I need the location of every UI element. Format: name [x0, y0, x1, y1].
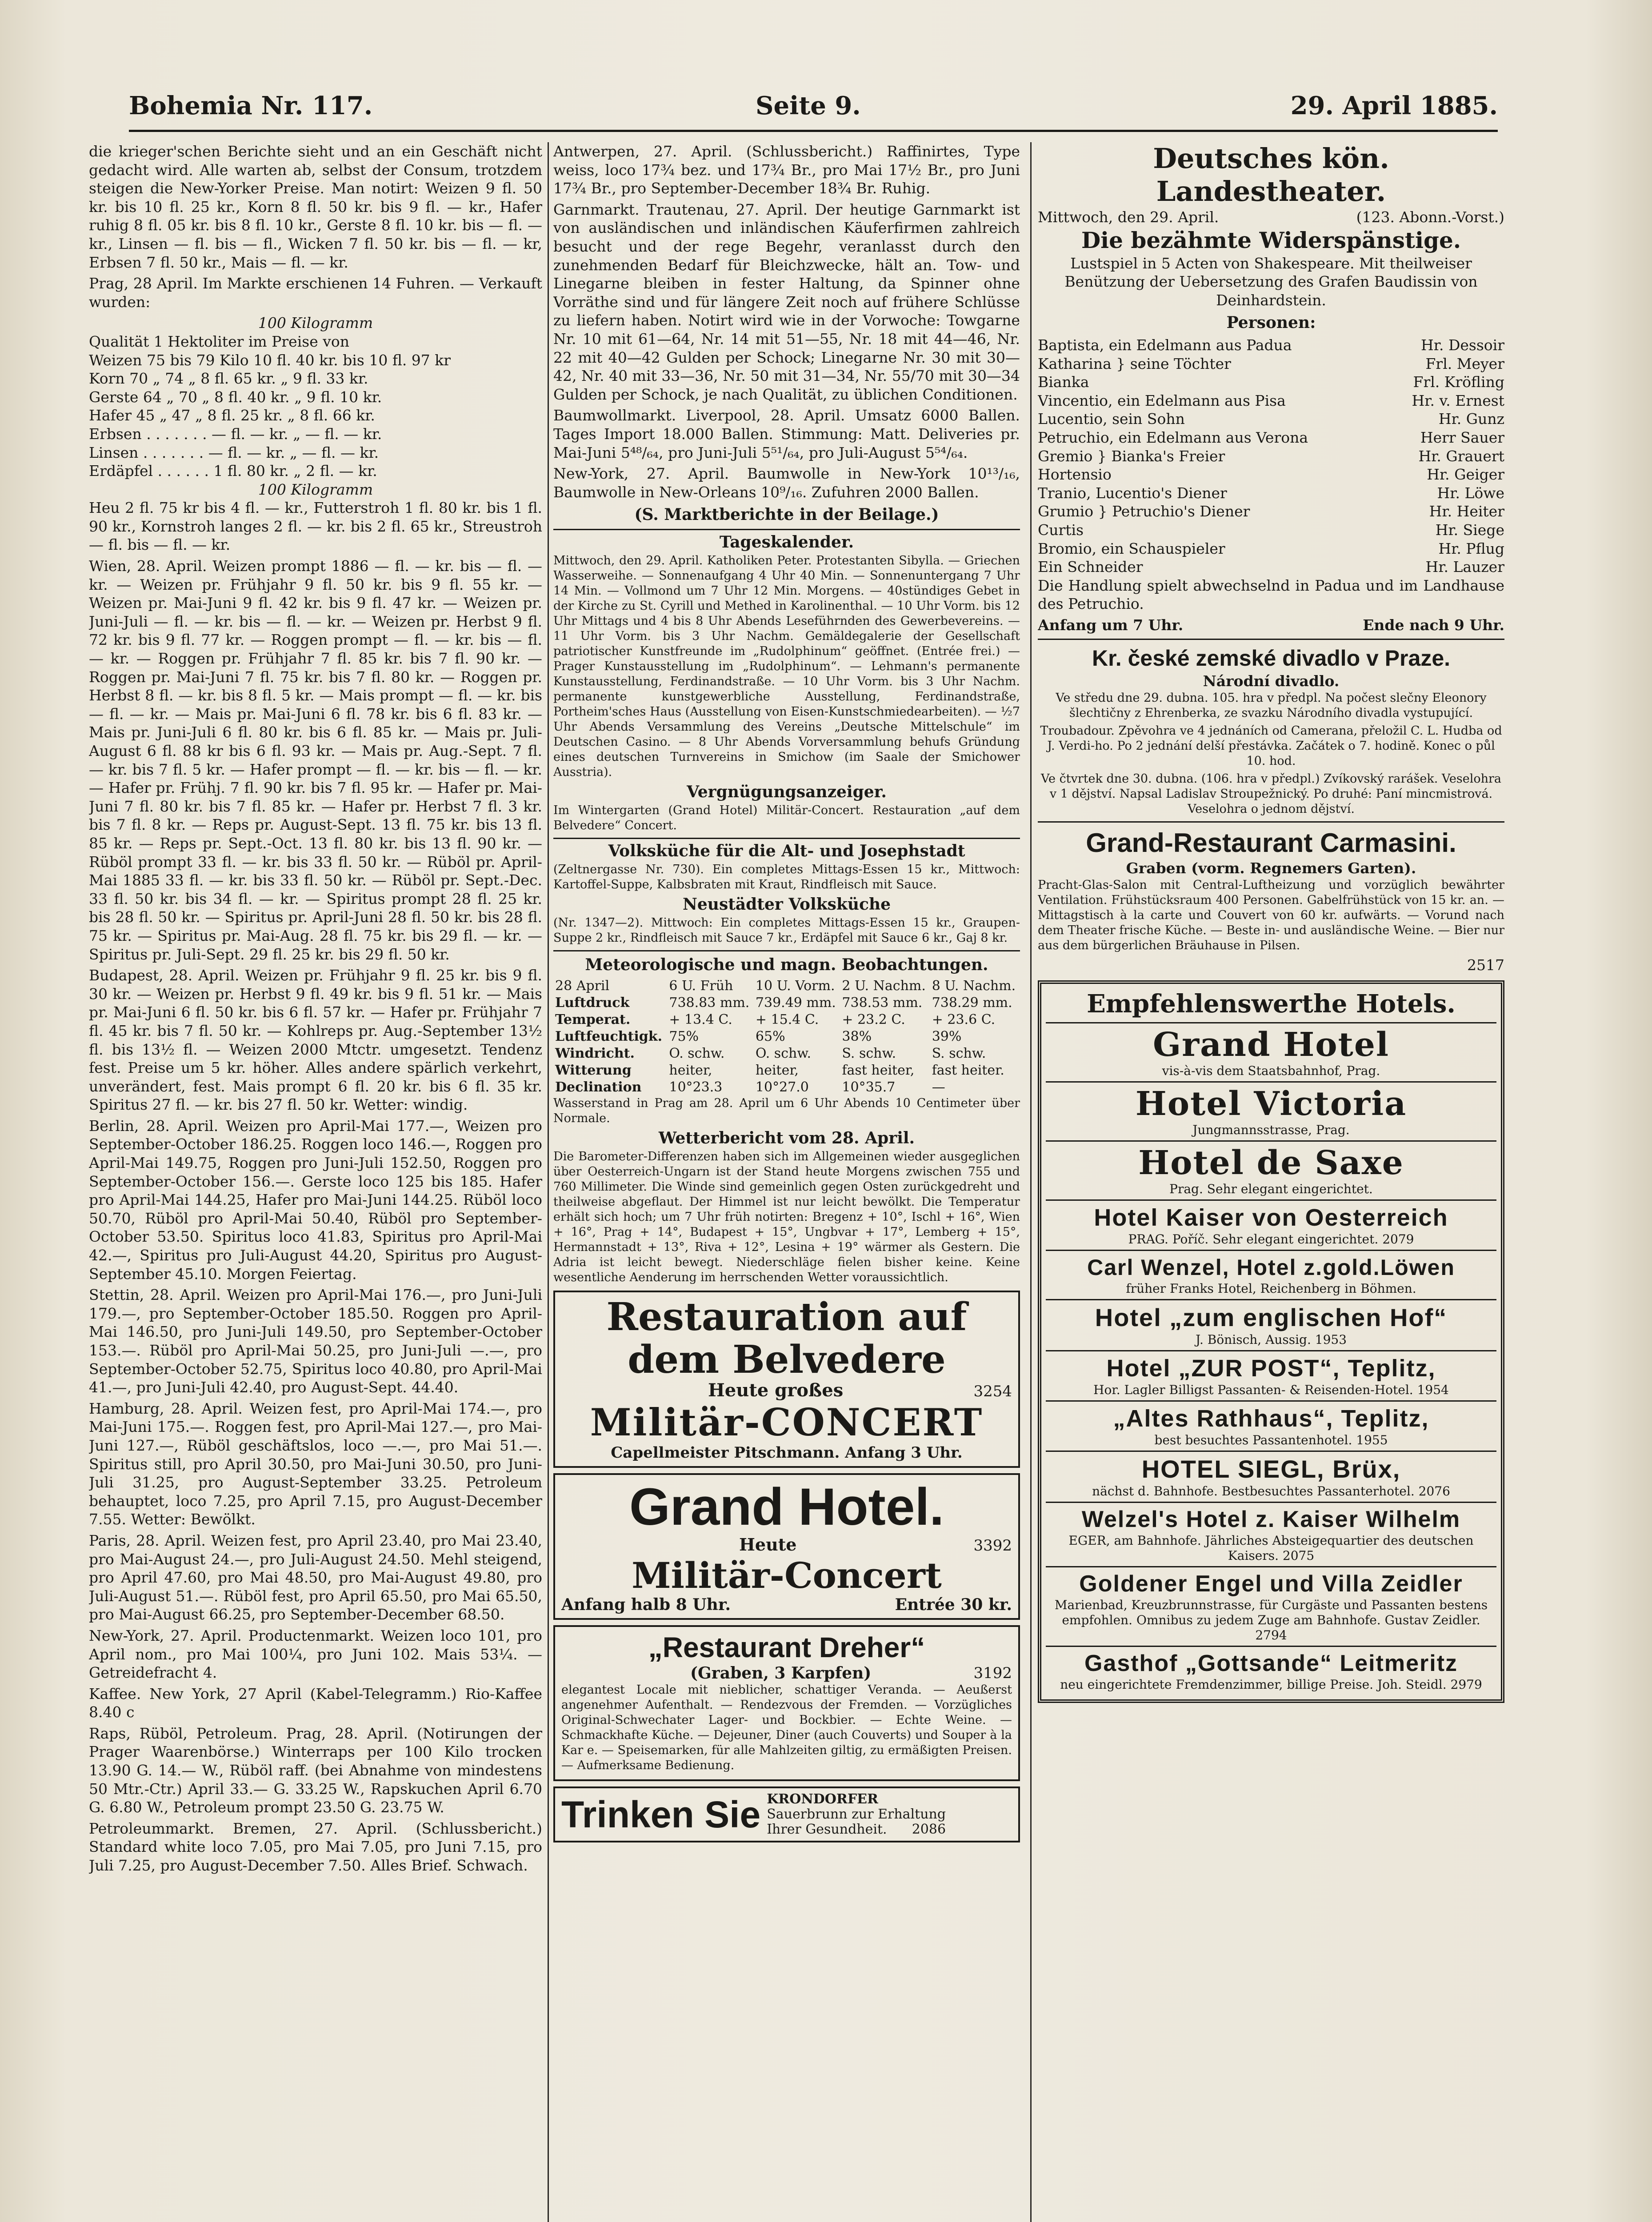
berlin-report: Berlin, 28. April. Weizen pro April-Mai 177.—, Weizen pro September-October 186.25. Roggen loco 146.—, Roggen pro April-Mai 149.75, Roggen pro Juni-Juli 152.50, Roggen pro September-October 156.—. Gerste loco 125 bis 185. Hafer pro April-Mai 144.25, Hafer pro Mai-Juni 144.25. Rüböl loco 50.70, Rüböl pro April-Mai 50.40, Rüböl pro September-October 53.50. Spiritus loco 41.83, Spiritus pro April-Mai 42.—, Spiritus pro Juli-August 44.20, Spiritus pro August-September 45.10. Morgen Feiertag. — [89, 1117, 542, 1283]
newyork-report: New-York, 27. April. Productenmarkt. Weizen loco 101, pro April nom., pro Mai 100¼, pro Juni 102. Mais 53¼. — Getreidefracht 4. — [89, 1627, 542, 1682]
meteo-head-cell: 2 U. Nachm. — [842, 978, 926, 994]
cast-row — [1038, 484, 1504, 503]
wetterbericht-title: Wetterbericht vom 28. April. — [658, 1129, 915, 1148]
hotel-listing — [1046, 1647, 1496, 1695]
kaffee-report: Kaffee. New York, 27 April (Kabel-Telegramm.) Rio-Kaffee 8.40 c — [89, 1685, 542, 1721]
ad-number: 1953 — [1315, 1332, 1347, 1347]
hotel-sub: Marienbad, Kreuzbrunnstrasse, für Curgäste und Passanten bestens empfohlen. Omnibus zu jedem Zuge am Bahnhofe. Gustav Zeidler. — [1054, 1598, 1488, 1628]
ad-number: 2794 — [1255, 1628, 1287, 1643]
table-row — [553, 978, 1020, 995]
hotel-listing — [1046, 1142, 1496, 1201]
meteo-cell: Luftfeuchtigk. — [555, 1029, 663, 1045]
actor: Hr. Gunz — [1438, 410, 1504, 428]
meteo-cell: 738.53 mm. — [842, 995, 923, 1011]
cast-row — [1038, 336, 1504, 355]
ny-baumwolle-report: New-York, 27. April. Baumwolle in New-York 10¹³/₁₆, Baumwolle in New-Orleans 10⁹/₁₆. Zufuhren 2000 Ballen. — [553, 465, 1020, 501]
role: Curtis — [1038, 521, 1084, 539]
grain-table — [89, 351, 542, 480]
wasserstand-text: Wasserstand in Prag am 28. April um 6 Uhr Abends 10 Centimeter über Normale. — [553, 1096, 1020, 1126]
hotel-sub: EGER, am Bahnhofe. Jährliches Absteigequartier des deutschen Kaisers. — [1068, 1533, 1474, 1563]
actor: Frl. Meyer — [1425, 355, 1504, 372]
cast-row — [1038, 540, 1504, 558]
role: Hortensio — [1038, 466, 1112, 484]
table-row: Erbsen . . . . . . . — fl. — kr. „ — fl. — kr. — [89, 425, 382, 443]
ad-krondorfer-line — [767, 1822, 946, 1837]
cast-row — [1038, 447, 1504, 466]
actor: Frl. Kröfling — [1413, 373, 1504, 391]
carmasini-sub: Graben (vorm. Regnemers Garten). — [1126, 859, 1416, 877]
meteo-cell: S. schw. — [842, 1046, 896, 1062]
hotel-sub-row — [1048, 1433, 1494, 1448]
ad-number: 2076 — [1418, 1484, 1450, 1499]
ad-number: 1954 — [1417, 1383, 1449, 1398]
ad-grand-line — [561, 1535, 1012, 1555]
prag-market-intro: Prag, 28 April. Im Markte erschienen 14 Fuhren. — Verkauft wurden: — [89, 275, 542, 311]
role: Bianka — [1038, 373, 1089, 391]
meteo-cell: 39% — [932, 1029, 962, 1045]
role: Vincentio, ein Edelmann aus Pisa — [1038, 392, 1286, 409]
divider — [1038, 639, 1504, 640]
raps-report: Raps, Rüböl, Petroleum. Prag, 28. April. (Notirungen der Prager Waarenbörse.) Winterraps per 100 Kilo trocken 13.90 G. 14.— W., Rüböl raff. (bei Abnahme von mindestens 50 Mtr.-Ctr.) April 33.— G. 33.25 W., Rapskuchen April 6.70 G. 6.80 W., Petroleum prompt 23.50 G. 23.75 W. — [89, 1724, 542, 1816]
table-row — [553, 1028, 1020, 1045]
hotel-name: Hotel „ZUR POST“, Teplitz, — [1106, 1355, 1436, 1382]
meteo-cell: 38% — [842, 1029, 872, 1045]
hotel-sub-row — [1048, 1484, 1494, 1499]
table-row — [553, 1011, 1020, 1028]
hotel-sub-row — [1048, 1677, 1494, 1692]
tageskalender-title: Tageskalender. — [719, 532, 854, 552]
meteo-cell: + 15.4 C. — [755, 1012, 819, 1028]
ad-grand-today: Heute — [739, 1534, 797, 1555]
meteo-cell: Luftdruck — [555, 995, 630, 1011]
hotel-sub-row — [1048, 1383, 1494, 1398]
play-end: Ende nach 9 Uhr. — [1363, 616, 1504, 634]
ad-belvedere-today: Heute großes — [708, 1380, 844, 1401]
hotel-sub: vis-à-vis dem Staatsbahnhof, Prag. — [1162, 1063, 1380, 1079]
czech-performance-2: Ve čtvrtek dne 30. dubna. (106. hra v předpl.) Zvíkovský rarášek. Veselohra v 1 dějství. Napsal Ladislav Stroupežnický. Po druhé: Paní mincmistrová. Veselohra o jednom dějství. — [1040, 772, 1502, 816]
hotel-sub: Prag. Sehr elegant eingerichtet. — [1169, 1182, 1373, 1197]
actor: Hr. Pflug — [1438, 540, 1504, 557]
hotel-sub: neu eingerichtete Fremdenzimmer, billige Preise. Joh. Steidl. — [1060, 1677, 1447, 1692]
actor: Hr. v. Ernest — [1412, 392, 1504, 409]
table-row: Korn 70 „ 74 „ 8 fl. 65 kr. „ 9 fl. 33 kr. — [89, 370, 368, 388]
ad-belvedere-title: Restauration auf dem Belvedere — [606, 1295, 967, 1383]
meteo-cell: 10°35.7 — [842, 1079, 896, 1095]
wetterbericht-text: Die Barometer-Differenzen haben sich im Allgemeinen wieder ausgeglichen über Oesterreich-Ungarn ist der Stand heute Morgens zwischen 755 und 760 Millimeter. Die Winde sind gemeinlich gegen Osten zurückgedreht und theilweise abgeflaut. Der Himmel ist nur leicht bewölkt. Die Temperatur erhält sich hoch; um 7 Uhr früh notirten: Bregenz + 10°, Ischl + 16°, Wien + 16°, Prag + 14°, Budapest + 15°, Ungbvar + 17°, Lemberg + 15°, Hermannstadt + 13°, Riva + 12°, Lesina + 19° wärmer als Gestern. Die Adria ist leicht bewegt. Niederschläge fielen bisher keine. Keine wesentliche Aenderung im herrschenden Wetter voraussichtlich. — [553, 1150, 1020, 1285]
table1-title: 100 Kilogramm — [258, 314, 373, 332]
ad-krondorfer-line: Sauerbrunn zur Erhaltung — [767, 1806, 946, 1822]
play-description: Lustspiel in 5 Acten von Shakespeare. Mit theilweiser Benützung der Uebersetzung des Grafen Baudissin von Deinhardstein. — [1064, 254, 1478, 309]
actor: Hr. Lauzer — [1425, 558, 1504, 576]
role: Baptista, ein Edelmann aus Padua — [1038, 336, 1292, 354]
ad-belvedere-line — [561, 1381, 1012, 1401]
market-supplement-note: (S. Marktberichte in der Beilage.) — [634, 505, 939, 524]
carmasini-title: Grand-Restaurant Carmasini. — [1086, 828, 1456, 858]
table-row: Gerste 64 „ 70 „ 8 fl. 40 kr. „ 9 fl. 10 kr. — [89, 388, 382, 406]
actor: Hr. Heiter — [1429, 503, 1504, 520]
cast-row — [1038, 355, 1504, 373]
actor: Hr. Geiger — [1427, 466, 1504, 484]
issue-label: Bohemia Nr. 117. — [129, 91, 373, 120]
meteo-cell: O. schw. — [669, 1046, 725, 1062]
hotel-name: HOTEL SIEGL, Brüx, — [1141, 1455, 1401, 1483]
hotel-sub: früher Franks Hotel, Reichenberg in Böhmen. — [1126, 1281, 1416, 1296]
hotel-name: „Altes Rathhaus“, Teplitz, — [1113, 1405, 1429, 1432]
ad-krondorfer — [553, 1786, 1020, 1842]
table-row — [553, 995, 1020, 1011]
meteo-title: Meteorologische und magn. Beobachtungen. — [585, 955, 988, 974]
hotel-listing — [1046, 1452, 1496, 1503]
meteo-cell: fast heiter, — [842, 1063, 915, 1079]
ad-belvedere — [553, 1291, 1020, 1467]
table-row: Weizen 75 bis 79 Kilo 10 fl. 40 kr. bis 10 fl. 97 kr — [89, 351, 451, 369]
divider — [553, 950, 1020, 951]
meteo-cell: + 13.4 C. — [669, 1012, 732, 1028]
header-rule — [129, 130, 1498, 132]
hotel-listing — [1046, 1351, 1496, 1402]
hotel-name: Gasthof „Gottsande“ Leitmeritz — [1084, 1651, 1458, 1677]
ad-belvedere-info: Capellmeister Pitschmann. Anfang 3 Uhr. — [611, 1444, 963, 1462]
meteo-cell: heiter, — [755, 1063, 799, 1079]
ad-number: 3192 — [973, 1664, 1012, 1682]
hotel-listing — [1046, 1023, 1496, 1083]
page-header — [129, 91, 1498, 127]
ad-grand-concert: Militär-Concert — [632, 1555, 942, 1597]
hay-prices: Heu 2 fl. 75 kr bis 4 fl. — kr., Futterstroh 1 fl. 80 kr. bis 1 fl. 90 kr., Kornstroh langes 2 fl. — kr. bis 2 fl. 65 kr., Streustroh — fl. bis — fl. — kr. — [89, 499, 542, 554]
tageskalender-text: Mittwoch, den 29. April. Katholiken Peter. Protestanten Sibylla. — Griechen Wasserweihe. — Sonnenaufgang 4 Uhr 40 Min. — Sonnenuntergang 7 Uhr 14 Min. — Vollmond um 7 Uhr 12 Min. Morgens. — 40stündiges Gebet in der Kirche zu St. Cyrill und Methed in Karolinenthal. — 10 Uhr Vorm. bis 12 Uhr Mittags und 4 bis 8 Uhr Abends Leseführnden des Gewerbevereins. — 11 Uhr Vorm. bis 3 Uhr Nachm. Gemäldegalerie der Gesellschaft patriotischer Kunstfreunde im „Rudolphinum“ geöffnet. (Entrée frei.) — Prager Kunstausstellung im „Rudolphinum“. — Lehmann's permanente Kunstausstellung, Ferdinandstraße. — 10 Uhr Vorm. bis 3 Uhr Nachm. permanente kunstgewerbliche Ausstellung, Ferdinandstraße, Portheim'sches Haus (Ausstellung von Eisen-Kunstschmiedearbeiten). — ½7 Uhr Abends Versammlung des Vereins „Deutsche Mittelschule“ im Deutschen Casino. — 8 Uhr Abends Vorversammlung behufs Gründung eines deutschen Turnvereins in Smichow (im Saale der Smichower Ausstria). — [553, 553, 1020, 779]
paris-report: Paris, 28. April. Weizen fest, pro April 23.40, pro Mai 23.40, pro Mai-August 24.—, pro Juli-August 24.50. Mehl steigend, pro April 47.60, pro Mai 48.50, pro Mai-August 49.80, pro Juli-August 51.—. Rüböl fest, pro April 65.50, pro Mai 65.50, pro Mai-August 66.25, pro September-December 68.50. — [89, 1531, 542, 1623]
czech-theater-sub: Národní divadlo. — [1203, 672, 1340, 690]
hotel-sub: Hor. Lagler Billigst Passanten- & Reisenden-Hotel. — [1093, 1383, 1413, 1398]
meteo-head-cell: 28 April — [555, 978, 610, 994]
theater-abonnement: (123. Abonn.-Vorst.) — [1356, 208, 1504, 226]
table-row: Linsen . . . . . . . — fl. — kr. „ — fl. — kr. — [89, 444, 379, 461]
meteo-cell: Declination — [555, 1079, 642, 1095]
hotel-sub-row — [1048, 1232, 1494, 1247]
czech-performance-1: Ve středu dne 29. dubna. 105. hra v předpl. Na počest slečny Eleonory šlechtičny z Ehrenberka, ze svazku Národního divadla vystupující. — [1056, 691, 1487, 720]
ad-number: 3254 — [973, 1383, 1012, 1401]
divider — [553, 838, 1020, 839]
ad-grand-entree: Entrée 30 kr. — [895, 1595, 1012, 1615]
meteo-cell: 10°27.0 — [755, 1079, 809, 1095]
cast-row — [1038, 558, 1504, 576]
meteo-cell: + 23.2 C. — [842, 1012, 905, 1028]
meteo-cell: S. schw. — [932, 1046, 986, 1062]
ad-grand-hotel-title: Grand Hotel. — [629, 1477, 944, 1536]
stettin-report: Stettin, 28. April. Weizen pro April-Mai 176.—, pro Juni-Juli 179.—, pro September-October 185.50. Roggen pro April-Mai 146.50, pro Juni-Juli 149.50, pro September-October 153.—. Rüböl pro April-Mai 50.25, pro Juni-Juli —.—, pro September-October 52.75, Spiritus loco 40.80, pro April-Mai 41.—, pro Juni-Juli 42.40, pro August-Sept. 44.40. — [89, 1286, 542, 1396]
cast-row — [1038, 373, 1504, 392]
meteo-cell: 65% — [755, 1029, 785, 1045]
budapest-report: Budapest, 28. April. Weizen pr. Frühjahr 9 fl. 25 kr. bis 9 fl. 30 kr. — Weizen pr. Herbst 9 fl. 49 kr. bis 9 fl. 51 kr. — Mais pr. Mai-Juni 6 fl. 50 kr. bis 6 fl. 57 kr. — Hafer pr. Frühjahr 7 fl. 45 kr. bis 7 fl. 50 kr. — Kohlreps pr. Aug.-September 13½ fl. bis 13½ fl. — Weizen 2000 Mtctr. umgesetzt. Tendenz fest. Preise um 5 kr. höher. Alles andere spärlich verkehrt, unverändert, fest. Mais prompt 6 fl. 20 kr. bis 6 fl. 35 kr. Spiritus 27 fl. — kr. bis 27 fl. 50 kr. Wetter: windig. — [89, 967, 542, 1114]
meteo-cell: 739.49 mm. — [755, 995, 836, 1011]
ad-number: 2075 — [1282, 1548, 1315, 1563]
ad-number: 1955 — [1356, 1433, 1388, 1448]
role: Petruchio, ein Edelmann aus Verona — [1038, 428, 1308, 446]
table-row — [553, 1079, 1020, 1096]
hotel-listing — [1046, 1083, 1496, 1142]
ad-dreher-address: (Graben, 3 Karpfen) — [690, 1663, 872, 1682]
baumwolle-report: Baumwollmarkt. Liverpool, 28. April. Umsatz 6000 Ballen. Tages Import 18.000 Ballen. Stimmung: Matt. Deliveries pr. Mai-Juni 5⁴⁸/₆₄, pro Juni-Juli 5⁵¹/₆₄, pro Juli-August 5⁵⁴/₆₄. — [553, 407, 1020, 461]
hotels-title: Empfehlenswerthe Hotels. — [1046, 988, 1496, 1023]
wien-report: Wien, 28. April. Weizen prompt 1886 — fl. — kr. bis — fl. — kr. — Weizen pr. Frühjahr 9 fl. 50 kr. bis 9 fl. 55 kr. — Weizen pr. Mai-Juni 9 fl. 42 kr. bis 9 fl. 47 kr. — Weizen pr. Juni-Juli — fl. — kr. bis — fl. — kr. — Weizen pr. Herbst 9 fl. 72 kr. bis 9 fl. 77 kr. — Roggen prompt — fl. — kr. bis — fl. — kr. — Roggen pr. Frühjahr 7 fl. 85 kr. bis 7 fl. 90 kr. — Roggen pr. Mai-Juni 7 fl. 75 kr. bis 7 fl. 80 kr. — Roggen pr. Herbst 8 fl. — kr. bis 8 fl. 5 kr. — Mais prompt — fl. — kr. bis — fl. — kr. — Mais pr. Mai-Juni 6 fl. 78 kr. bis 6 fl. 83 kr. — Mais pr. Juni-Juli 6 fl. 80 kr. bis 6 fl. 85 kr. — Mais pr. Juli-August 6 fl. 88 kr bis 6 fl. 93 kr. — Mais pr. Aug.-Sept. 7 fl. — kr. bis 7 fl. 5 kr. — Hafer prompt — fl. — kr. bis — fl. — kr. — Hafer pr. Frühj. 7 fl. 90 kr. bis 7 fl. 95 kr. — Hafer pr. Mai-Juni 7 fl. 80 kr. bis 7 fl. 85 kr. — Hafer pr. Herbst 7 fl. 3 kr. bis 7 fl. 8 kr. — Reps pr. August-Sept. 13 fl. 75 kr. bis 13 fl. 85 kr. — Reps pr. Sept.-Oct. 13 fl. 80 kr. bis 13 fl. 90 kr. — Rüböl prompt 33 fl. — kr. bis 33 fl. 50 kr. — Rüböl pr. April-Mai 1885 33 fl. — kr. bis 33 fl. 50 kr. — Rüböl pr. Sept.-Dec. 33 fl. 50 kr. bis 34 fl. — kr. — Spiritus prompt 28 fl. 25 kr. bis 28 fl. 50 kr. — Spiritus pr. April-Juni 28 fl. 50 kr. bis 28 fl. 75 kr. — Spiritus pr. Mai-Aug. 28 fl. 75 kr. bis 29 fl. — kr. — Spiritus pr. Juli-Sept. 29 fl. 25 kr. bis 29 fl. 50 kr. — [89, 557, 542, 963]
ad-krondorfer-big: Trinken Sie — [561, 1794, 761, 1836]
ad-dreher-title: „Restaurant Dreher“ — [648, 1631, 925, 1663]
ad-number: 2079 — [1382, 1232, 1414, 1247]
hotel-sub: PRAG. Poříč. Sehr elegant eingerichtet. — [1128, 1232, 1379, 1247]
meteo-head-cell: 6 U. Früh — [669, 978, 733, 994]
ad-dreher — [553, 1625, 1020, 1782]
cast-row — [1038, 392, 1504, 410]
meteo-cell: Witterung — [555, 1063, 632, 1079]
neustaedter-title: Neustädter Volksküche — [682, 895, 891, 914]
meteo-cell: — — [932, 1079, 945, 1095]
ad-dreher-body: elegantest Locale mit nieblicher, schattiger Veranda. — Aeußerst angenehmer Aufenthalt. — Rendezvous der Fremden. — Vorzügliches Original-Schwechater Lager- und Bockbier. — Echte Weine. — Schmackhafte Küche. — Dejeuner, Diner (auch Couverts) und Souper à la Kar e. — Speisemarken, für alle Mahlzeiten giltig, zu ermäßigten Preisen. — Aufmerksame Bedienung. — [561, 1683, 1012, 1773]
hamburg-report: Hamburg, 28. April. Weizen fest, pro April-Mai 174.—, pro Mai-Juni 175.—. Roggen fest, pro April-Mai 127.—, pro Mai-Juni 127.—, Rüböl geschäftslos, loco —.—, pro Mai 51.—. Spiritus still, pro April 30.50, pro Mai-Juni 30.50, pro Juni-Juli 31.25, pro August-September 33.25. Petroleum behauptet, loco 7.25, pro April 7.15, pro August-December 7.55. Wetter: Bewölkt. — [89, 1399, 542, 1528]
divider — [553, 529, 1020, 530]
hotel-sub: Jungmannsstrasse, Prag. — [1192, 1123, 1350, 1138]
market-intro: die krieger'schen Berichte sieht und an ein Geschäft nicht gedacht wird. Alle warten ab, selbst der Consum, trotzdem steigen die New-Yorker Preise. Man notirt: Weizen 9 fl. 50 kr. bis 10 fl. 25 kr., Korn 8 fl. 50 kr. bis 9 fl. — kr., Hafer ruhig 8 fl. 05 kr. bis 8 fl. 10 kr., Gerste 8 fl. 10 kr. bis — fl. — kr., Linsen — fl. bis — fl., Wicken 7 fl. 50 kr. bis — fl. — kr, Erbsen 7 fl. 50 kr., Mais — fl. — kr. — [89, 143, 542, 271]
garnmarkt-report: Garnmarkt. Trautenau, 27. April. Der heutige Garnmarkt ist von ausländischen und inländischen Käuferfirmen zahlreich besucht und der rege Begehr, veranlasst durch den zunehmenden Bedarf für Bleichzwecke, hält an. Tow- und Linegarne bleiben in fester Haltung, da Spinner ohne Vorräthe sind und für längere Zeit noch auf frühere Schlüsse zu liefern haben. Notirt wird wie in der Vorwoche: Towgarne Nr. 10 mit 61—64, Nr. 14 mit 51—55, Nr. 18 mit 44—46, Nr. 22 mit 40—42 Gulden per Schock; Linegarne Nr. 30 mit 30—42, Nr. 40 mit 33—36, Nr. 50 mit 31—34, Nr. 55/70 mit 30—34 Gulden per Schock, je nach Qualität, zu üblichen Conditionen. — [553, 200, 1020, 403]
hotel-listing — [1046, 1503, 1496, 1567]
meteo-cell: 738.29 mm. — [932, 995, 1012, 1011]
actor: Hr. Löwe — [1437, 484, 1504, 502]
play-start: Anfang um 7 Uhr. — [1038, 616, 1184, 634]
hotel-name: Welzel's Hotel z. Kaiser Wilhelm — [1081, 1507, 1461, 1533]
ad-belvedere-concert: Militär-CONCERT — [590, 1400, 984, 1445]
cast-row — [1038, 465, 1504, 484]
table-row — [553, 1062, 1020, 1079]
czech-theater-title: Kr. české zemské divadlo v Praze. — [1092, 646, 1451, 671]
actor: Hr. Grauert — [1418, 447, 1504, 465]
play-note: Die Handlung spielt abwechselnd in Padua und im Landhause des Petruchio. — [1038, 576, 1504, 613]
meteo-cell: + 23.6 C. — [932, 1012, 996, 1028]
meteo-table — [553, 978, 1020, 1096]
ad-dreher-line — [561, 1664, 1012, 1683]
column-divider — [548, 142, 549, 2222]
table-row: Hafer 45 „ 47 „ 8 fl. 25 kr. „ 8 fl. 66 kr. — [89, 407, 375, 424]
table-row — [553, 1045, 1020, 1062]
czech-performance-1b: Troubadour. Zpěvohra ve 4 jednáních od Camerana, přeložil C. L. Hudba od J. Verdi-ho. Po 2 jednání delší přestávka. Začátek o 7. hodině. Konec o půl 10. hod. — [1040, 724, 1502, 768]
vergnuegung-title: Vergnügungsanzeiger. — [687, 782, 887, 801]
hotel-sub-row — [1048, 1598, 1494, 1643]
play-title: Die bezähmte Widerspänstige. — [1081, 227, 1461, 253]
role: Grumio } Petruchio's Diener — [1038, 503, 1250, 520]
meteo-head-cell: 10 U. Vorm. — [755, 978, 835, 994]
persons-title: Personen: — [1226, 313, 1316, 332]
ad-number: 3392 — [973, 1536, 1012, 1555]
meteo-cell: heiter, — [669, 1063, 712, 1079]
ad-number: 2086 — [912, 1822, 946, 1838]
table-row: Erdäpfel . . . . . . 1 fl. 80 kr. „ 2 fl. — kr. — [89, 462, 377, 480]
hotel-name: Hotel Victoria — [1135, 1085, 1407, 1123]
column-divider — [1030, 142, 1032, 2222]
ad-grand-hotel — [553, 1473, 1020, 1620]
meteo-cell: O. schw. — [755, 1046, 811, 1062]
hotel-name: Grand Hotel — [1152, 1026, 1390, 1064]
theater-title: Deutsches kön. Landestheater. — [1153, 142, 1389, 208]
play-times — [1038, 616, 1504, 635]
ad-grand-start: Anfang halb 8 Uhr. — [561, 1595, 731, 1615]
actor: Hr. Dessoir — [1421, 336, 1504, 354]
hotel-name: Carl Wenzel, Hotel z.gold.Löwen — [1087, 1255, 1455, 1280]
ad-number: 2979 — [1450, 1677, 1482, 1692]
meteo-cell: Temperat. — [555, 1012, 631, 1028]
hotel-listing — [1046, 1567, 1496, 1647]
hotel-sub: J. Bönisch, Aussig. — [1195, 1332, 1311, 1347]
hotel-listing — [1046, 1251, 1496, 1300]
hotel-listing — [1046, 1402, 1496, 1452]
vergnuegung-text: Im Wintergarten (Grand Hotel) Militär-Concert. Restauration „auf dem Belvedere“ Concert. — [553, 803, 1020, 832]
volkskueche-text: (Zeltnergasse Nr. 730). Ein completes Mittags-Essen 15 kr., Mittwoch: Kartoffel-Suppe, Kalbsbraten mit Kraut, Rindfleisch mit Sauce. — [553, 862, 1020, 891]
divider — [1038, 821, 1504, 823]
neustaedter-text: (Nr. 1347—2). Mittwoch: Ein completes Mittags-Essen 15 kr., Graupen-Suppe 2 kr., Rindfleisch mit Sauce 7 kr., Erdäpfel mit Sauce 6 kr., Gaj 8 kr. — [553, 915, 1020, 945]
cast-row — [1038, 502, 1504, 521]
table1-head: Qualität 1 Hektoliter im Preise von — [89, 332, 349, 350]
hotel-sub: nächst d. Bahnhofe. Bestbesuchtes Passanterhotel. — [1092, 1484, 1415, 1499]
column-markets — [89, 142, 542, 2222]
cast-row — [1038, 410, 1504, 428]
issue-date: 29. April 1885. — [1290, 91, 1498, 120]
role: Tranio, Lucentio's Diener — [1038, 484, 1227, 502]
hotel-sub: best besuchtes Passantenhotel. — [1154, 1433, 1352, 1448]
table2-title: 100 Kilogramm — [258, 480, 373, 498]
cast-row — [1038, 428, 1504, 447]
theater-date: Mittwoch, den 29. April. — [1038, 208, 1219, 226]
hotel-name: Goldener Engel und Villa Zeidler — [1079, 1571, 1463, 1597]
carmasini-body: Pracht-Glas-Salon mit Central-Luftheizung und vorzüglich bewährter Ventilation. Frühstücksraum 400 Personen. Gabelfrühstück von 15 kr. an. — Mittagstisch à la carte und Couvert von 60 kr. aufwärts. — Vorund nach dem Theater frische Küche. — Beste in- und ausländische Weine. — Bier nur aus dem bürgerlichen Bräuhause in Pilsen. — [1038, 878, 1504, 952]
actor: Herr Sauer — [1420, 428, 1504, 446]
hotel-name: Hotel Kaiser von Oesterreich — [1094, 1204, 1448, 1231]
cast-row — [1038, 521, 1504, 540]
hotel-sub-row — [1048, 1332, 1494, 1347]
hotel-name: Hotel de Saxe — [1138, 1144, 1404, 1183]
petroleum-report: Petroleummarkt. Bremen, 27. April. (Schlussbericht.) Standard white loco 7.05, pro Mai 7.05, pro Juni 7.15, pro Juli 7.25, pro August-December 7.50. Alles Brief. Schwach. — [89, 1819, 542, 1874]
hotels-box — [1038, 980, 1504, 1703]
hotel-name: Hotel „zum englischen Hof“ — [1095, 1303, 1448, 1332]
role: Gremio } Bianka's Freier — [1038, 447, 1225, 465]
ad-krondorfer-text — [767, 1792, 946, 1837]
page-number: Seite 9. — [756, 91, 861, 120]
ad-number: 2517 — [1467, 956, 1504, 974]
theater-dateline — [1038, 208, 1504, 227]
meteo-cell: 10°23.3 — [669, 1079, 723, 1095]
antwerpen-report: Antwerpen, 27. April. (Schlussbericht.) Raffinirtes, Type weiss, loco 17¾ bez. und 17¾ Br., pro Mai 17½ Br., pro Juni 17¾ Br., pro September-December 18¾ Br. Ruhig. — [553, 143, 1020, 197]
hotel-sub-row — [1048, 1533, 1494, 1563]
role: Lucentio, sein Sohn — [1038, 410, 1185, 428]
column-theater-ads — [1038, 142, 1504, 2222]
role: Bromio, ein Schauspieler — [1038, 540, 1225, 557]
actor: Hr. Siege — [1435, 521, 1504, 539]
role: Ein Schneider — [1038, 558, 1143, 576]
hotel-listing — [1046, 1201, 1496, 1251]
meteo-head-cell: 8 U. Nachm. — [932, 978, 1016, 994]
volkskueche-title: Volksküche für die Alt- und Josephstadt — [608, 841, 965, 860]
ad-grand-info — [561, 1596, 1012, 1615]
ad-krondorfer-line: KRONDORFER — [767, 1791, 878, 1807]
column-reports — [553, 142, 1020, 2222]
hotel-listing — [1046, 1300, 1496, 1351]
meteo-cell: fast heiter. — [932, 1063, 1004, 1079]
meteo-cell: 738.83 mm. — [669, 995, 750, 1011]
cast-list — [1038, 336, 1504, 576]
meteo-cell: 75% — [669, 1029, 699, 1045]
meteo-cell: Windricht. — [555, 1046, 635, 1062]
role: Katharina } seine Töchter — [1038, 355, 1231, 372]
ad-krondorfer-health: Ihrer Gesundheit. — [767, 1822, 887, 1838]
